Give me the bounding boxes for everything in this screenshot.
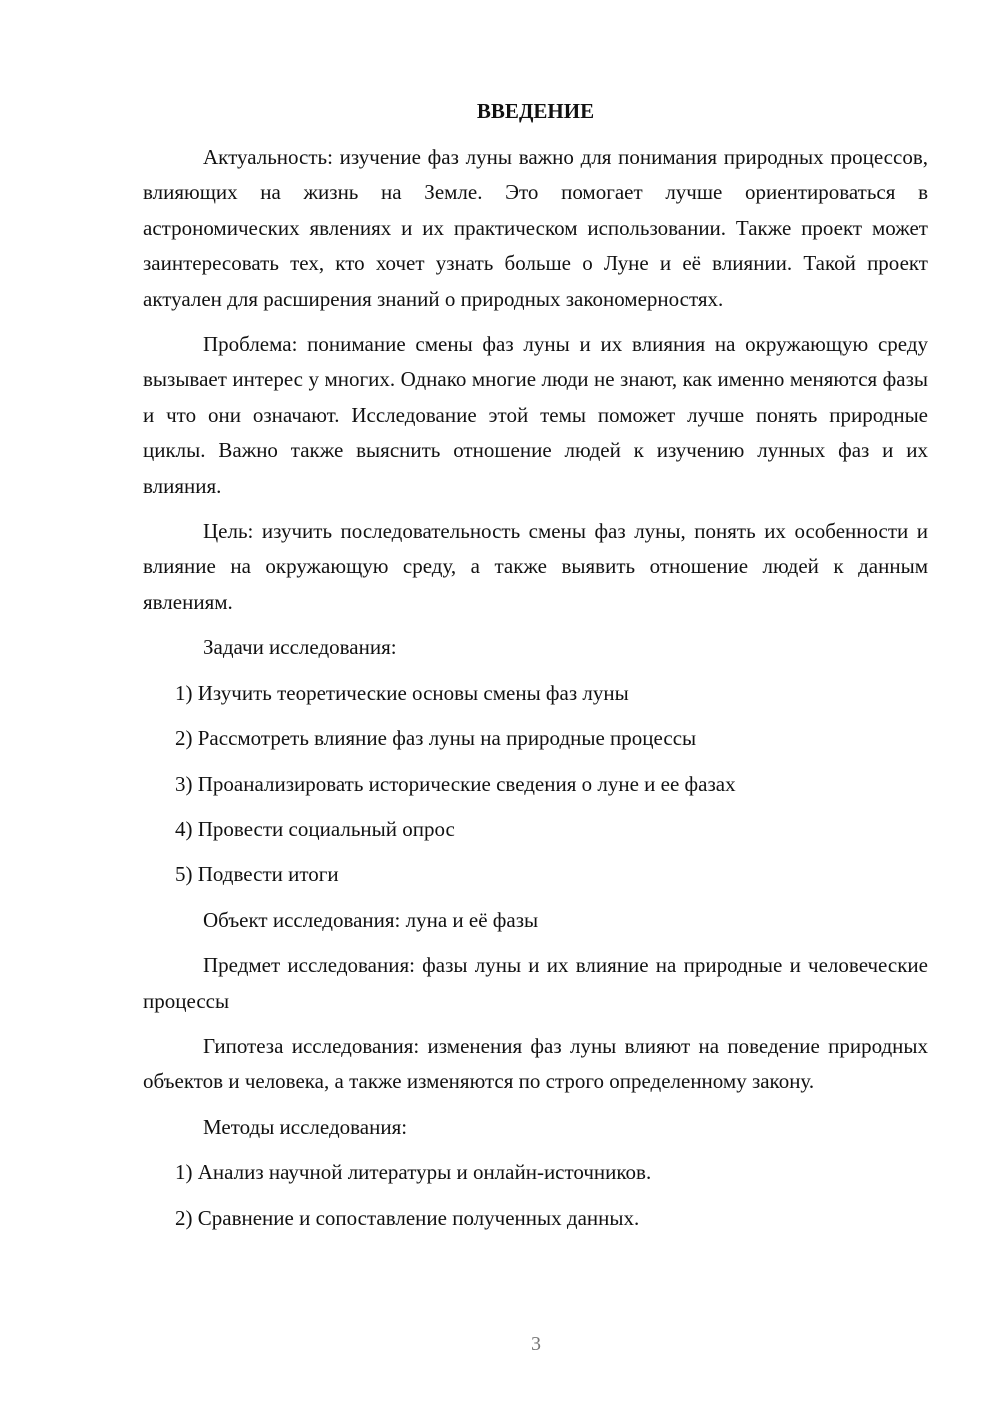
- list-item: 1) Изучить теоретические основы смены фаз луны: [175, 680, 629, 705]
- list-item: 1) Анализ научной литературы и онлайн-источников.: [175, 1160, 652, 1185]
- section-title: ВВЕДЕНИЕ: [476, 99, 595, 123]
- list-item: 3) Проанализировать исторические сведения о луне и ее фазах: [175, 771, 736, 796]
- problem-paragraph: Проблема: понимание смены фаз луны и их влияния на окружающую среду вызывает интерес у многих. Однако многие люди не знают, как именно меняются фазы и что они означают. Исследование этой темы поможет лучше понять природные циклы. Важно также выяснить отношение людей к изучению лунных фаз и их влияния.: [143, 332, 928, 498]
- hypothesis-paragraph: Гипотеза исследования: изменения фаз луны влияют на поведение природных объектов и человека, а также изменяются по строго определенному закону.: [143, 1033, 928, 1094]
- tasks-heading: Задачи исследования:: [203, 635, 397, 660]
- relevance-paragraph: Актуальность: изучение фаз луны важно для понимания природных процессов, влияющих на жизнь на Земле. Это помогает лучше ориентироваться в астрономических явлениях и их практическом использовании. Также проект может заинтересовать тех, кто хочет узнать больше о Луне и её влиянии. Такой проект актуален для расширения знаний о природных закономерностях.: [143, 145, 928, 311]
- methods-list: [143, 1155, 928, 1236]
- subject-paragraph: Предмет исследования: фазы луны и их влияние на природные и человеческие процессы: [143, 953, 928, 1013]
- document-page: [143, 96, 928, 1246]
- page-number: 3: [531, 1333, 541, 1355]
- list-item: 4) Провести социальный опрос: [175, 816, 455, 841]
- list-item: 2) Рассмотреть влияние фаз луны на природные процессы: [175, 726, 697, 751]
- tasks-list: [143, 676, 928, 893]
- object-paragraph: Объект исследования: луна и её фазы: [203, 907, 539, 932]
- list-item: 2) Сравнение и сопоставление полученных данных.: [175, 1205, 640, 1230]
- list-item: 5) Подвести итоги: [175, 862, 339, 887]
- goal-paragraph: Цель: изучить последовательность смены фаз луны, понять их особенности и влияние на окружающую среду, а также выявить отношение людей к данным явлениям.: [143, 519, 928, 614]
- methods-heading: Методы исследования:: [203, 1114, 408, 1139]
